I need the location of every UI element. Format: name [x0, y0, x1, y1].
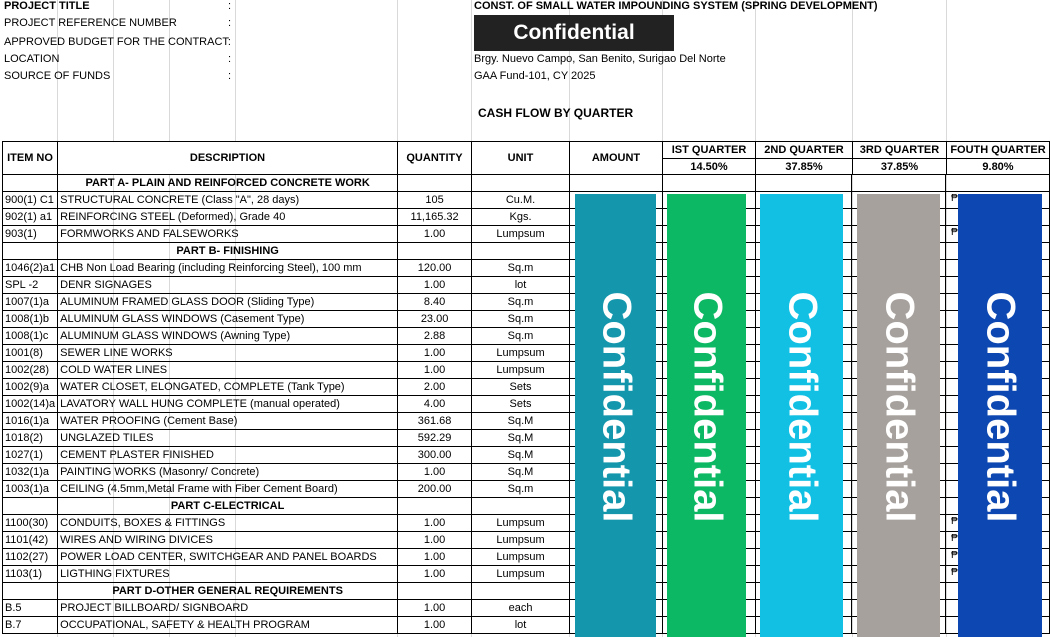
unit: Sets: [472, 379, 570, 396]
quantity: 105: [398, 192, 472, 209]
unit: Sq.m: [472, 294, 570, 311]
item-number: 900(1) C1: [3, 192, 58, 209]
section-title: PART C-ELECTRICAL: [58, 498, 398, 515]
description: ALUMINUM FRAMED GLASS DOOR (Sliding Type): [58, 294, 398, 311]
description: WATER PROOFING (Cement Base): [58, 413, 398, 430]
quantity: 1.00: [398, 549, 472, 566]
item-number: 902(1) a1: [3, 209, 58, 226]
empty-cell: [946, 175, 1050, 192]
quantity: 120.00: [398, 260, 472, 277]
description: FORMWORKS AND FALSEWORKS: [58, 226, 398, 243]
item-number: SPL -2: [3, 277, 58, 294]
item-number: 1016(1)a: [3, 413, 58, 430]
header-q4: FOUTH QUARTER: [950, 144, 1046, 156]
colon: :: [228, 53, 232, 65]
confidential-overlay-3: [760, 194, 843, 637]
item-number: 1102(27): [3, 549, 58, 566]
source-of-funds-value: GAA Fund-101, CY 2025: [474, 70, 596, 82]
empty-cell: [472, 583, 570, 600]
quantity: 1.00: [398, 566, 472, 583]
unit: Sq.M: [472, 413, 570, 430]
item-number: 1046(2)a1: [3, 260, 58, 277]
description: COLD WATER LINES: [58, 362, 398, 379]
header-q1-percent: 14.50%: [690, 160, 728, 173]
description: REINFORCING STEEL (Deformed), Grade 40: [58, 209, 398, 226]
item-number: B.7: [3, 617, 58, 634]
description: DENR SIGNAGES: [58, 277, 398, 294]
header-quantity: QUANTITY: [406, 152, 463, 164]
quantity: 1.00: [398, 515, 472, 532]
header-amount: AMOUNT: [591, 152, 641, 164]
description: STRUCTURAL CONCRETE (Class "A", 28 days): [58, 192, 398, 209]
peso-symbol: ₱: [951, 550, 958, 561]
unit: Sq.m: [472, 481, 570, 498]
overlay-label: Confidential: [685, 291, 729, 523]
empty-cell: [398, 243, 472, 260]
quantity: 8.40: [398, 294, 472, 311]
unit: Sq.m: [472, 311, 570, 328]
item-number: 1002(14)a: [3, 396, 58, 413]
unit: Sq.M: [472, 464, 570, 481]
project-title-label: PROJECT TITLE: [4, 0, 90, 12]
quantity: 1.00: [398, 600, 472, 617]
empty-cell: [398, 175, 472, 192]
quantity: 4.00: [398, 396, 472, 413]
description: ALUMINUM GLASS WINDOWS (Awning Type): [58, 328, 398, 345]
description: LIGTHING FIXTURES: [58, 566, 398, 583]
description: PROJECT BILLBOARD/ SIGNBOARD: [58, 600, 398, 617]
description: WATER CLOSET, ELONGATED, COMPLETE (Tank Type): [58, 379, 398, 396]
colon: :: [228, 0, 232, 12]
item-number: 1103(1): [3, 566, 58, 583]
empty-cell: [472, 498, 570, 515]
item-number: 1001(8): [3, 345, 58, 362]
quantity: 1.00: [398, 345, 472, 362]
unit: lot: [472, 277, 570, 294]
description: PAINTING WORKS (Masonry/ Concrete): [58, 464, 398, 481]
description: CHB Non Load Bearing (including Reinforcing Steel), 100 mm: [58, 260, 398, 277]
confidential-overlay-5: [958, 194, 1042, 637]
unit: Lumpsum: [472, 226, 570, 243]
confidential-overlay-4: [857, 194, 940, 637]
colon: :: [228, 70, 232, 82]
overlay-label: Confidential: [978, 291, 1023, 523]
location-value: Brgy. Nuevo Campo, San Benito, Surigao Del Norte: [474, 53, 726, 65]
unit: Sq.m: [472, 260, 570, 277]
description: OCCUPATIONAL, SAFETY & HEALTH PROGRAM: [58, 617, 398, 634]
description: LAVATORY WALL HUNG COMPLETE (manual operated): [58, 396, 398, 413]
quantity: 2.00: [398, 379, 472, 396]
location-label: LOCATION: [4, 53, 60, 65]
section-row: [3, 175, 1050, 192]
empty-cell: [472, 243, 570, 260]
header-q2: 2ND QUARTER: [764, 144, 844, 156]
header-item-no: ITEM NO: [7, 152, 53, 164]
header-q3-percent: 37.85%: [880, 160, 919, 173]
quantity: 1.00: [398, 464, 472, 481]
header-q3: 3RD QUARTER: [859, 144, 940, 156]
colon: :: [228, 17, 232, 29]
peso-symbol: ₱: [951, 567, 958, 578]
empty-cell: [398, 583, 472, 600]
empty-cell: [755, 175, 852, 192]
unit: Lumpsum: [472, 345, 570, 362]
header-description: DESCRIPTION: [189, 152, 266, 164]
item-number: 1027(1): [3, 447, 58, 464]
item-cell: [3, 583, 58, 600]
unit: Lumpsum: [472, 549, 570, 566]
item-number: 1002(9)a: [3, 379, 58, 396]
confidential-overlay-1: [575, 194, 656, 637]
description: UNGLAZED TILES: [58, 430, 398, 447]
description: ALUMINUM GLASS WINDOWS (Casement Type): [58, 311, 398, 328]
header-q4-percent: 9.80%: [982, 160, 1014, 173]
section-title: PART B- FINISHING: [58, 243, 398, 260]
unit: Cu.M.: [472, 192, 570, 209]
item-cell: [3, 498, 58, 515]
reference-number-label: PROJECT REFERENCE NUMBER: [4, 17, 177, 29]
quantity: 11,165.32: [398, 209, 472, 226]
unit: Sq.m: [472, 328, 570, 345]
item-number: 1008(1)c: [3, 328, 58, 345]
quantity: 200.00: [398, 481, 472, 498]
quantity: 592.29: [398, 430, 472, 447]
approved-budget-label: APPROVED BUDGET FOR THE CONTRACT:: [4, 36, 231, 48]
empty-cell: [852, 175, 946, 192]
overlay-label: Confidential: [877, 291, 921, 523]
description: CEMENT PLASTER FINISHED: [58, 447, 398, 464]
item-number: 1100(30): [3, 515, 58, 532]
unit: Lumpsum: [472, 532, 570, 549]
unit: Sets: [472, 396, 570, 413]
quantity: 1.00: [398, 532, 472, 549]
quantity: 1.00: [398, 277, 472, 294]
quantity: 1.00: [398, 617, 472, 634]
confidential-badge: Confidential: [474, 15, 674, 51]
description: WIRES AND WIRING DIVICES: [58, 532, 398, 549]
item-number: 1018(2): [3, 430, 58, 447]
overlay-label: Confidential: [594, 291, 638, 523]
header-q2-percent: 37.85%: [785, 160, 823, 173]
empty-cell: [398, 498, 472, 515]
section-title: PART A- PLAIN AND REINFORCED CONCRETE WORK: [58, 175, 398, 192]
report-title: CASH FLOW BY QUARTER: [478, 106, 634, 120]
peso-symbol: ₱: [951, 516, 958, 527]
description: CONDUITS, BOXES & FITTINGS: [58, 515, 398, 532]
unit: Lumpsum: [472, 515, 570, 532]
description: CEILING (4.5mm,Metal Frame with Fiber Cement Board): [58, 481, 398, 498]
item-number: 1007(1)a: [3, 294, 58, 311]
item-number: 1032(1)a: [3, 464, 58, 481]
quantity: 300.00: [398, 447, 472, 464]
unit: lot: [472, 617, 570, 634]
section-title: PART D-OTHER GENERAL REQUIREMENTS: [58, 583, 398, 600]
quantity: 1.00: [398, 226, 472, 243]
quantity: 23.00: [398, 311, 472, 328]
item-number: 1101(42): [3, 532, 58, 549]
unit: Sq.M: [472, 447, 570, 464]
header-q1: IST QUARTER: [671, 144, 747, 156]
item-cell: [3, 175, 58, 192]
unit: Lumpsum: [472, 566, 570, 583]
peso-symbol: ₱: [951, 193, 958, 204]
description: SEWER LINE WORKS: [58, 345, 398, 362]
quantity: 1.00: [398, 362, 472, 379]
item-number: 1002(28): [3, 362, 58, 379]
quantity: 361.68: [398, 413, 472, 430]
empty-cell: [569, 175, 662, 192]
description: POWER LOAD CENTER, SWITCHGEAR AND PANEL BOARDS: [58, 549, 398, 566]
unit: Kgs.: [472, 209, 570, 226]
unit: Lumpsum: [472, 362, 570, 379]
peso-symbol: ₱: [951, 227, 958, 238]
item-cell: [3, 243, 58, 260]
overlay-label: Confidential: [780, 291, 824, 523]
confidential-overlay-2: [667, 194, 746, 637]
unit: Sq.M: [472, 430, 570, 447]
empty-cell: [662, 175, 755, 192]
item-number: B.5: [3, 600, 58, 617]
unit: each: [472, 600, 570, 617]
item-number: 903(1): [3, 226, 58, 243]
source-of-funds-label: SOURCE OF FUNDS: [4, 70, 111, 82]
header-unit: UNIT: [507, 152, 534, 164]
peso-symbol: ₱: [951, 533, 958, 544]
quantity: 2.88: [398, 328, 472, 345]
item-number: 1003(1)a: [3, 481, 58, 498]
item-number: 1008(1)b: [3, 311, 58, 328]
project-title-value: CONST. OF SMALL WATER IMPOUNDING SYSTEM (SPRING DEVELOPMENT): [474, 0, 878, 12]
empty-cell: [472, 175, 570, 192]
